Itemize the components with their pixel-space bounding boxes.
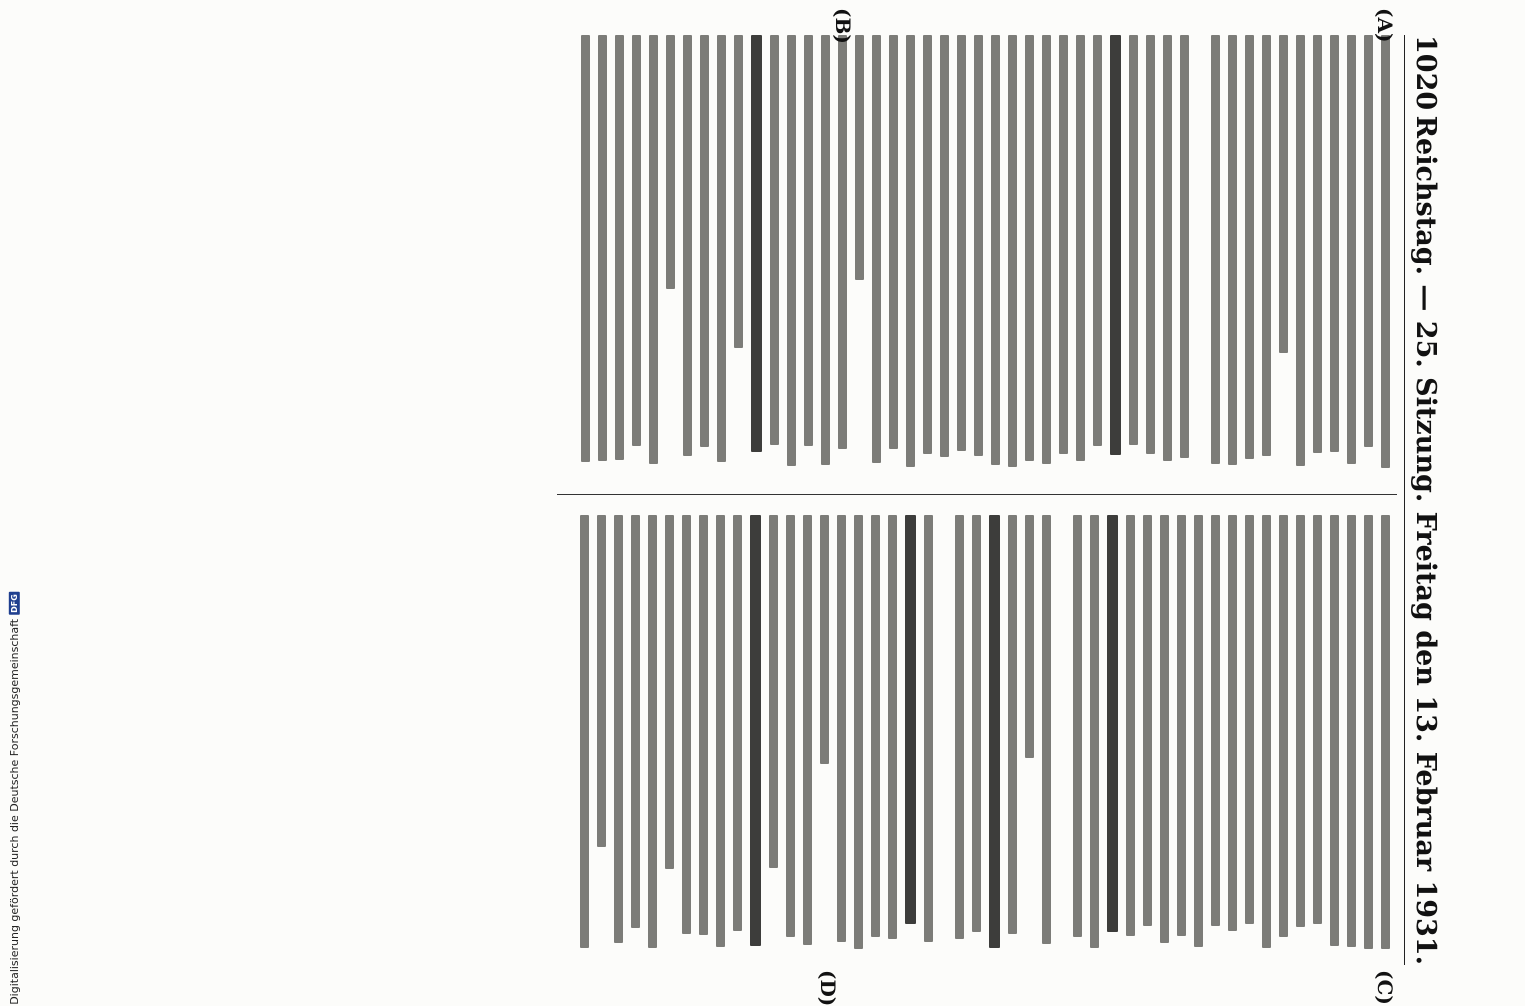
text-line [1364, 515, 1373, 949]
text-line [1296, 515, 1305, 927]
text-line [803, 515, 812, 945]
text-line [991, 35, 1000, 465]
text-line [787, 35, 796, 466]
text-line [1073, 515, 1082, 937]
text-line [1364, 35, 1373, 447]
text-line [1330, 515, 1339, 946]
text-line [1330, 35, 1339, 452]
text-line [615, 35, 624, 460]
credit-text: Digitalisierung gefördert durch die Deutsche Forschungsgemeinschaft [7, 618, 21, 1005]
margin-letter-d: (D) [816, 970, 840, 1006]
text-line [1143, 515, 1152, 926]
text-line [734, 35, 743, 348]
text-line [924, 515, 933, 942]
text-line [905, 515, 916, 924]
text-line [1228, 515, 1237, 931]
text-line [838, 35, 847, 449]
text-line [750, 515, 761, 946]
text-line [1177, 515, 1186, 936]
text-line [989, 515, 1000, 948]
text-line [1025, 35, 1034, 461]
page-number: 1020 [1410, 35, 1441, 111]
margin-letter-c: (C) [1373, 970, 1397, 1005]
text-line [1129, 35, 1138, 445]
text-line [1076, 35, 1085, 461]
text-line [786, 515, 795, 937]
text-line [1296, 35, 1305, 466]
text-line [1279, 35, 1288, 353]
text-line [632, 35, 641, 446]
text-line [1279, 515, 1288, 937]
text-column-right [580, 515, 1390, 950]
margin-letter-b: (B) [831, 8, 855, 44]
text-line [1381, 35, 1390, 468]
text-line [1008, 515, 1017, 934]
text-line [1245, 515, 1254, 924]
text-line [682, 515, 691, 934]
text-line [1042, 35, 1051, 464]
text-line [1313, 35, 1322, 453]
text-line [1211, 515, 1220, 926]
text-line [699, 515, 708, 935]
text-line [820, 515, 829, 764]
text-line [717, 35, 726, 462]
text-line [1126, 515, 1135, 936]
text-line [955, 515, 964, 939]
text-line [1110, 35, 1121, 455]
text-line [1194, 515, 1203, 947]
text-line [1347, 515, 1356, 947]
text-line [972, 515, 981, 932]
text-line [614, 515, 623, 943]
text-line [1313, 515, 1322, 924]
dfg-logo: DFG [9, 593, 19, 613]
text-line [700, 35, 709, 447]
text-line [1347, 35, 1356, 464]
header-rule [1404, 35, 1405, 965]
text-line [733, 515, 742, 931]
text-line [1180, 35, 1189, 458]
text-line [1107, 515, 1118, 932]
text-column-left [581, 35, 1390, 470]
text-line [665, 515, 674, 869]
text-line [648, 515, 657, 948]
text-line [580, 515, 589, 948]
text-line [888, 515, 897, 939]
text-line [854, 515, 863, 949]
text-line [1211, 35, 1220, 464]
text-line [1245, 35, 1254, 459]
text-line [631, 515, 640, 928]
text-line [1381, 515, 1390, 949]
text-line [666, 35, 675, 289]
text-line [1197, 35, 1203, 452]
text-line [906, 35, 915, 467]
column-divider [557, 494, 1397, 495]
text-line [1059, 515, 1065, 926]
text-line [683, 35, 692, 456]
text-line [769, 515, 778, 868]
text-line [923, 35, 932, 454]
text-line [751, 35, 762, 452]
text-line [855, 35, 864, 280]
text-line [821, 35, 830, 465]
text-line [1025, 515, 1034, 758]
text-line [770, 35, 779, 445]
text-line [581, 35, 590, 462]
text-line [1059, 35, 1068, 454]
text-line [649, 35, 658, 464]
text-line [804, 35, 813, 446]
text-line [598, 35, 607, 461]
text-line [716, 515, 725, 947]
running-title: Reichstag. — 25. Sitzung. Freitag den 13. Februar 1931. [1410, 115, 1441, 965]
text-line [889, 35, 898, 449]
text-line [1146, 35, 1155, 454]
text-line [1008, 35, 1017, 467]
text-line [1093, 35, 1102, 446]
text-line [1090, 515, 1099, 948]
text-line [1262, 515, 1271, 948]
text-line [1042, 515, 1051, 944]
digitization-credit [3, 593, 25, 1005]
text-line [940, 35, 949, 457]
text-line [872, 35, 881, 463]
margin-letter-a: (A) [1373, 8, 1397, 43]
text-line [1228, 35, 1237, 465]
text-line [871, 515, 880, 937]
text-line [1262, 35, 1271, 456]
text-line [1160, 515, 1169, 943]
text-line [941, 515, 947, 944]
text-line [837, 515, 846, 942]
page-header [1410, 35, 1441, 965]
text-line [597, 515, 606, 847]
text-line [1163, 35, 1172, 461]
text-line [957, 35, 966, 451]
text-line [974, 35, 983, 456]
document-page [91, 0, 1525, 1006]
